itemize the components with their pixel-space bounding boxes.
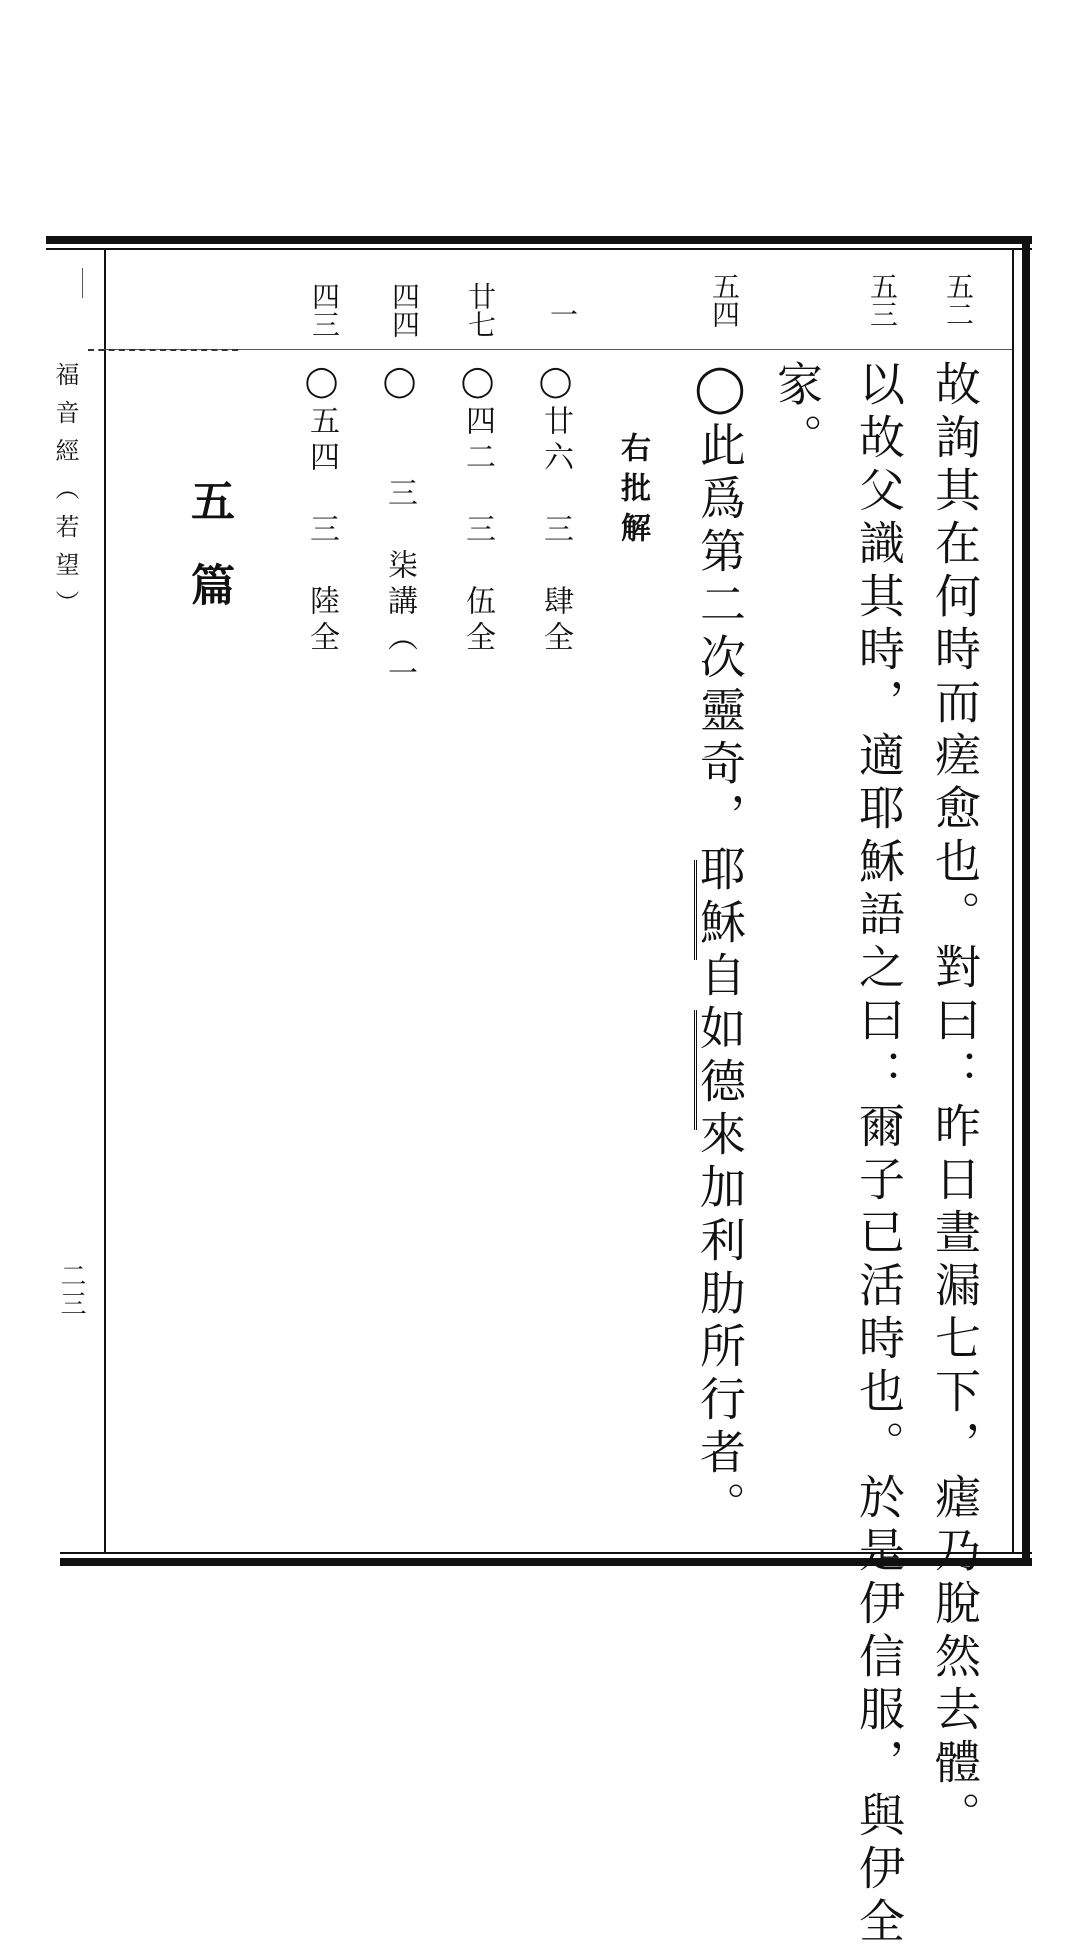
note-verse-53: 五三 — [866, 272, 899, 328]
page-number: 二三 — [56, 1262, 86, 1318]
verse-54: ◯此爲第二次靈奇，耶穌自如德來加利肋所行者。 — [693, 360, 747, 1534]
header-divider-dashed — [88, 349, 238, 351]
reference-3: ◯ 三 柒講（一 — [382, 364, 417, 693]
proper-name-mark-galilee — [694, 1010, 697, 1130]
frame-left-rule — [104, 250, 106, 1552]
frame-top-inner-rule — [46, 248, 1032, 250]
chapter-heading: 五篇 — [183, 478, 234, 646]
note-ref-3: 四四 — [388, 282, 421, 338]
note-ref-1: 一 — [546, 300, 579, 328]
book-title: 福音經（若望） — [51, 362, 79, 628]
proper-name-mark-judea — [694, 860, 697, 960]
frame-right-rule — [1022, 236, 1030, 1566]
annotation-label: 右批解 — [615, 432, 650, 552]
note-ref-2: 廿七 — [464, 282, 497, 338]
note-verse-52: 五二 — [942, 272, 975, 328]
reference-1: ◯廿六 三 肆全 — [538, 364, 573, 657]
verse-53-continued: 家。 — [770, 360, 824, 466]
frame-right-inner-rule — [1012, 250, 1014, 1552]
verse-53: 以故父識其時，適耶穌語之曰：爾子已活時也。於是伊信服，與伊全 — [852, 360, 906, 1950]
reference-2: ◯四二 三 伍全 — [460, 364, 495, 657]
verse-52: 故詢其在何時而瘥愈也。對曰：昨日晝漏七下，瘧乃脫然去體。 — [928, 360, 982, 1844]
reference-4: ◯五四 三 陸全 — [304, 364, 339, 657]
header-divider — [104, 349, 1012, 350]
frame-top-rule — [46, 236, 1032, 244]
note-verse-54: 五四 — [708, 272, 741, 328]
note-ref-4: 四三 — [308, 282, 341, 338]
margin-tick — [82, 268, 83, 298]
